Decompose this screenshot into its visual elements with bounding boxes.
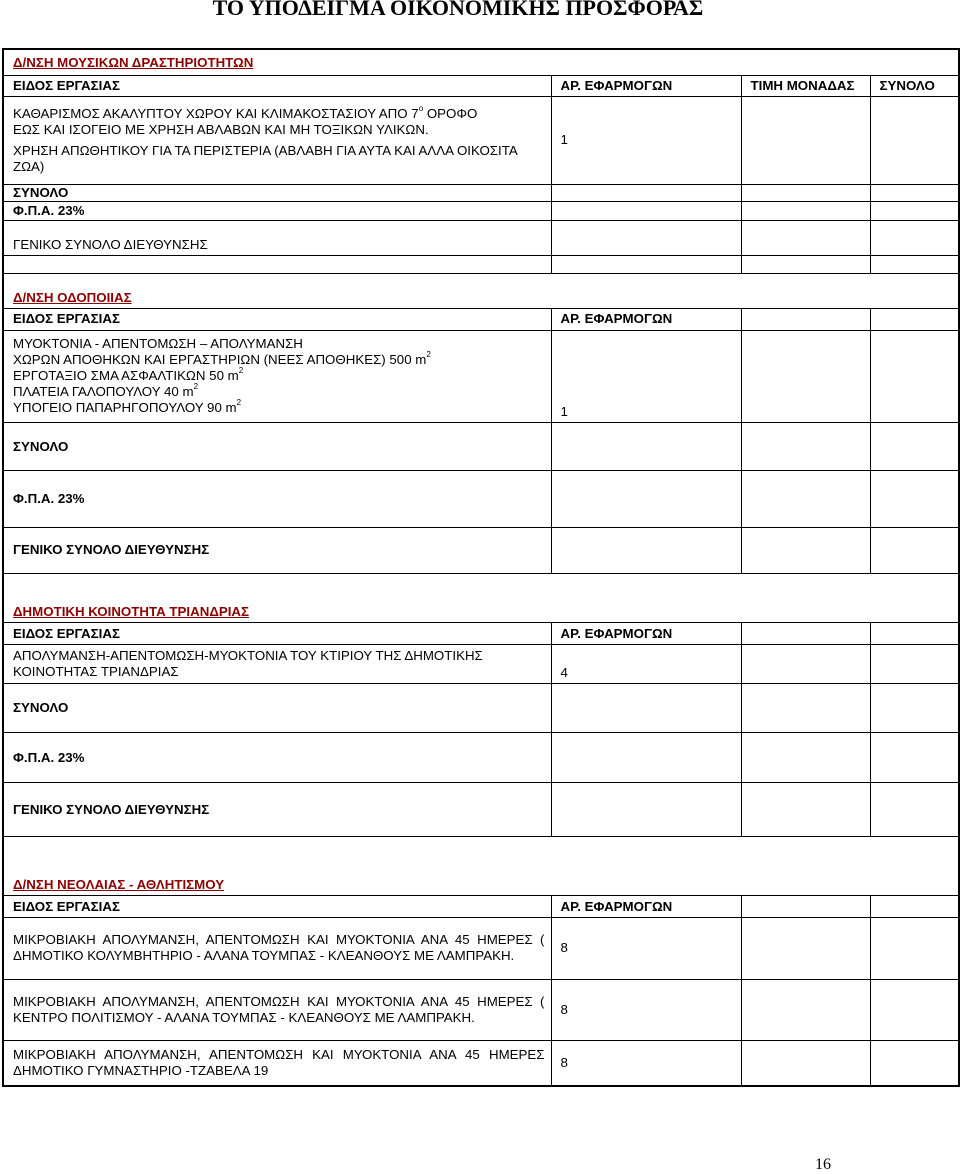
column-header-work-type: ΕΙΔΟΣ ΕΡΓΑΣΙΑΣ bbox=[3, 309, 551, 331]
column-header-work-type: ΕΙΔΟΣ ΕΡΓΑΣΙΑΣ bbox=[3, 896, 551, 918]
empty-cell bbox=[551, 202, 741, 220]
empty-cell bbox=[870, 309, 959, 331]
empty-cell bbox=[741, 202, 870, 220]
work-description: ΜΙΚΡΟΒΙΑΚΗ ΑΠΟΛΥΜΑΝΣΗ, ΑΠΕΝΤΟΜΩΣΗ ΚΑΙ ΜΥΟΚΤΟΝΙΑ ΑΝΑ 45 ΗΜΕΡΕΣ ΔΗΜΟΤΙΚΟ ΓΥΜΝΑΣΤΗΡΙΟ -ΤΖΑΒΕΛΑ 19 bbox=[3, 1041, 551, 1086]
total-cell[interactable] bbox=[870, 979, 959, 1041]
empty-cell bbox=[551, 471, 741, 527]
work-description: ΜΙΚΡΟΒΙΑΚΗ ΑΠΟΛΥΜΑΝΣΗ, ΑΠΕΝΤΟΜΩΣΗ ΚΑΙ ΜΥΟΚΤΟΝΙΑ ΑΝΑ 45 ΗΜΕΡΕΣ ( ΔΗΜΟΤΙΚΟ ΚΟΛΥΜΒΗΤΗΡΙΟ - ΑΛΑΝΑ ΤΟΥΜΠΑΣ - ΚΛΕΑΝΘΟΥΣ ΜΕ ΛΑΜΠΡΑΚΗ. bbox=[3, 917, 551, 979]
empty-cell bbox=[741, 623, 870, 645]
page-title: ΤΟ ΥΠΟΔΕΙΓΜΑ ΟΙΚΟΝΟΜΙΚΗΣ ΠΡΟΣΦΟΡΑΣ bbox=[212, 0, 704, 20]
work-description: ΜΥΟΚΤΟΝΙΑ - ΑΠΕΝΤΟΜΩΣΗ – ΑΠΟΛΥΜΑΝΣΗ ΧΩΡΩΝ ΑΠΟΘΗΚΩΝ ΚΑΙ ΕΡΓΑΣΤΗΡΙΩΝ (ΝΕΕΣ ΑΠΟΘΗΚΕΣ) 500 $m^2$ ΕΡΓΟΤΑΞΙΟ ΣΜΑ ΑΣΦΑΛΤΙΚΩΝ 50 $m^2$ ΠΛΑΤΕΙΑ ΓΑΛΟΠΟΥΛΟΥ 40 $m^2$ ΥΠΟΓΕΙΟ ΠΑΠΑΡΗΓΟΠΟΥΛΟΥ 90 $m^2$ bbox=[3, 330, 551, 422]
column-header-applications: ΑΡ. ΕΦΑΡΜΟΓΩΝ bbox=[551, 309, 741, 331]
offer-form-table bbox=[2, 48, 960, 1087]
empty-cell bbox=[741, 255, 870, 273]
column-header-total: ΣΥΝΟΛΟ bbox=[870, 76, 959, 97]
grand-total-value-cell[interactable] bbox=[870, 783, 959, 836]
grand-total-label: ΓΕΝΙΚΟ ΣΥΝΟΛΟ ΔΙΕΥΘΥΝΣΗΣ bbox=[3, 527, 551, 573]
empty-cell bbox=[741, 783, 870, 836]
total-label: ΣΥΝΟΛΟ bbox=[3, 185, 551, 202]
empty-cell bbox=[551, 683, 741, 732]
empty-cell bbox=[741, 733, 870, 783]
work-description: ΑΠΟΛΥΜΑΝΣΗ-ΑΠΕΝΤΟΜΩΣΗ-ΜΥΟΚΤΟΝΙΑ ΤΟΥ ΚΤΙΡΙΟΥ ΤΗΣ ΔΗΜΟΤΙΚΗΣ ΚΟΙΝΟΤΗΤΑΣ ΤΡΙΑΝΔΡΙΑΣ bbox=[3, 644, 551, 683]
applications-count: 8 bbox=[551, 917, 741, 979]
page-number: 16 bbox=[815, 1156, 831, 1173]
section-heading: ΔΗΜΟΤΙΚΗ ΚΟΙΝΟΤΗΤΑ ΤΡΙΑΝΔΡΙΑΣ bbox=[3, 574, 959, 623]
applications-count: 8 bbox=[551, 979, 741, 1041]
empty-cell bbox=[3, 255, 551, 273]
grand-total-value-cell[interactable] bbox=[870, 527, 959, 573]
column-header-applications: ΑΡ. ΕΦΑΡΜΟΓΩΝ bbox=[551, 76, 741, 97]
column-header-unit-price: ΤΙΜΗ ΜΟΝΑΔΑΣ bbox=[741, 76, 870, 97]
empty-cell bbox=[551, 185, 741, 202]
total-value-cell[interactable] bbox=[870, 185, 959, 202]
empty-cell bbox=[870, 255, 959, 273]
unit-price-cell[interactable] bbox=[741, 979, 870, 1041]
total-cell[interactable] bbox=[870, 644, 959, 683]
empty-cell bbox=[551, 527, 741, 573]
grand-total-label: ΓΕΝΙΚΟ ΣΥΝΟΛΟ ΔΙΕΥΘΥΝΣΗΣ bbox=[3, 220, 551, 255]
empty-cell bbox=[741, 185, 870, 202]
vat-label: Φ.Π.Α. 23% bbox=[3, 471, 551, 527]
empty-cell bbox=[741, 471, 870, 527]
total-cell[interactable] bbox=[870, 96, 959, 184]
total-cell[interactable] bbox=[870, 1041, 959, 1086]
total-cell[interactable] bbox=[870, 917, 959, 979]
vat-value-cell[interactable] bbox=[870, 471, 959, 527]
applications-count: 1 bbox=[551, 96, 741, 184]
applications-count: 8 bbox=[551, 1041, 741, 1086]
vat-value-cell[interactable] bbox=[870, 202, 959, 220]
total-label: ΣΥΝΟΛΟ bbox=[3, 423, 551, 471]
total-value-cell[interactable] bbox=[870, 423, 959, 471]
empty-cell bbox=[741, 309, 870, 331]
empty-cell bbox=[551, 255, 741, 273]
column-header-applications: ΑΡ. ΕΦΑΡΜΟΓΩΝ bbox=[551, 623, 741, 645]
empty-cell bbox=[741, 423, 870, 471]
section-heading: Δ/ΝΣΗ ΜΟΥΣΙΚΩΝ ΔΡΑΣΤΗΡΙΟΤΗΤΩΝ bbox=[3, 49, 959, 76]
total-value-cell[interactable] bbox=[870, 683, 959, 732]
empty-cell bbox=[551, 733, 741, 783]
unit-price-cell[interactable] bbox=[741, 96, 870, 184]
column-header-work-type: ΕΙΔΟΣ ΕΡΓΑΣΙΑΣ bbox=[3, 76, 551, 97]
column-header-work-type: ΕΙΔΟΣ ΕΡΓΑΣΙΑΣ bbox=[3, 623, 551, 645]
empty-cell bbox=[741, 527, 870, 573]
vat-label: Φ.Π.Α. 23% bbox=[3, 733, 551, 783]
empty-cell bbox=[741, 683, 870, 732]
unit-price-cell[interactable] bbox=[741, 644, 870, 683]
section-heading: Δ/ΝΣΗ ΝΕΟΛΑΙΑΣ - ΑΘΛΗΤΙΣΜΟΥ bbox=[3, 836, 959, 896]
unit-price-cell[interactable] bbox=[741, 917, 870, 979]
empty-cell bbox=[741, 220, 870, 255]
total-cell[interactable] bbox=[870, 330, 959, 422]
empty-cell bbox=[870, 623, 959, 645]
applications-count: 4 bbox=[551, 644, 741, 683]
section-heading: Δ/ΝΣΗ ΟΔΟΠΟΙΙΑΣ bbox=[3, 274, 959, 309]
empty-cell bbox=[551, 220, 741, 255]
unit-price-cell[interactable] bbox=[741, 1041, 870, 1086]
total-label: ΣΥΝΟΛΟ bbox=[3, 683, 551, 732]
grand-total-label: ΓΕΝΙΚΟ ΣΥΝΟΛΟ ΔΙΕΥΘΥΝΣΗΣ bbox=[3, 783, 551, 836]
grand-total-value-cell[interactable] bbox=[870, 220, 959, 255]
work-description: ΜΙΚΡΟΒΙΑΚΗ ΑΠΟΛΥΜΑΝΣΗ, ΑΠΕΝΤΟΜΩΣΗ ΚΑΙ ΜΥΟΚΤΟΝΙΑ ΑΝΑ 45 ΗΜΕΡΕΣ ( ΚΕΝΤΡΟ ΠΟΛΙΤΙΣΜΟΥ - ΑΛΑΝΑ ΤΟΥΜΠΑΣ - ΚΛΕΑΝΘΟΥΣ ΜΕ ΛΑΜΠΡΑΚΗ. bbox=[3, 979, 551, 1041]
empty-cell bbox=[551, 783, 741, 836]
work-description: ΚΑΘΑΡΙΣΜΟΣ ΑΚΑΛΥΠΤΟΥ ΧΩΡΟΥ ΚΑΙ ΚΛΙΜΑΚΟΣΤΑΣΙΟΥ ΑΠΟ $7^o$ ΟΡΟΦΟ ΕΩΣ ΚΑΙ ΙΣΟΓΕΙΟ ΜΕ ΧΡΗΣΗ ΑΒΛΑΒΩΝ ΚΑΙ ΜΗ ΤΟΞΙΚΩΝ ΥΛΙΚΩΝ. ΧΡΗΣΗ ΑΠΩΘΗΤΙΚΟΥ ΓΙΑ ΤΑ ΠΕΡΙΣΤΕΡΙΑ (ΑΒΛΑΒΗ ΓΙΑ ΑΥΤΑ ΚΑΙ ΑΛΛΑ ΟΙΚΟΣΙΤΑ ΖΩΑ) bbox=[3, 96, 551, 184]
empty-cell bbox=[870, 896, 959, 918]
vat-label: Φ.Π.Α. 23% bbox=[3, 202, 551, 220]
empty-cell bbox=[741, 896, 870, 918]
applications-count: 1 bbox=[551, 330, 741, 422]
vat-value-cell[interactable] bbox=[870, 733, 959, 783]
column-header-applications: ΑΡ. ΕΦΑΡΜΟΓΩΝ bbox=[551, 896, 741, 918]
unit-price-cell[interactable] bbox=[741, 330, 870, 422]
empty-cell bbox=[551, 423, 741, 471]
